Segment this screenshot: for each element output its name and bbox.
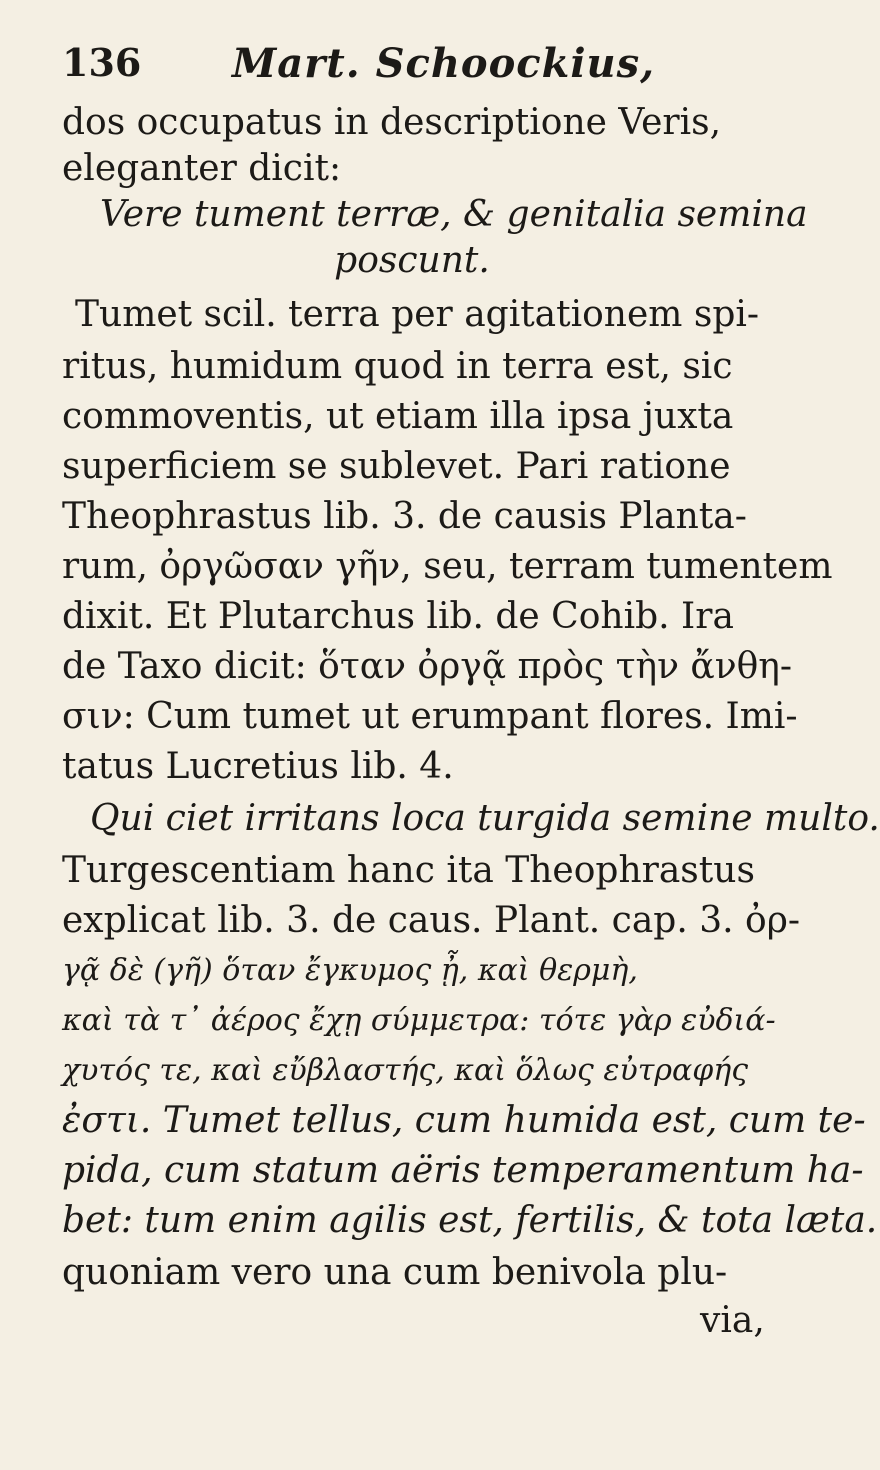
text-line-24: quoniam vero una cum benivola plu-	[62, 1252, 728, 1293]
text-line-16: Turgescentiam hanc ita Theophrastus	[62, 850, 755, 891]
text-line-11: dixit. Et Plutarchus lib. de Cohib. Ira	[62, 596, 734, 637]
page-header	[62, 40, 762, 100]
verse-line-3: Qui ciet irritans loca turgida semine multo.	[90, 798, 880, 839]
text-line-21: ἐστι. Tumet tellus, cum humida est, cum te-	[62, 1100, 866, 1141]
text-line-10: rum, ὀργῶσαν γῆν, seu, terram tumentem	[62, 546, 833, 587]
text-line-23: bet: tum enim agilis est, fertilis, & tota læta.	[62, 1200, 878, 1241]
text-line-22: pida, cum statum aëris temperamentum ha-	[62, 1150, 864, 1191]
text-line-13: σιν: Cum tumet ut erumpant flores. Imi-	[62, 696, 798, 737]
text-line-8: superficiem se sublevet. Pari ratione	[62, 446, 731, 487]
text-line-14: tatus Lucretius lib. 4.	[62, 746, 454, 787]
text-line-1: dos occupatus in descriptione Veris,	[62, 102, 722, 143]
greek-line-3: χυτός τε, καὶ εὔβλαστής, καὶ ὅλως εὐτραφής	[62, 1053, 749, 1088]
verse-line-2: poscunt.	[334, 240, 490, 281]
text-line-12: de Taxo dicit: ὅταν ὀργᾷ πρὸς τὴν ἄνθη-	[62, 646, 793, 687]
text-line-5: Tumet scil. terra per agitationem spi-	[75, 294, 760, 335]
text-line-6: ritus, humidum quod in terra est, sic	[62, 346, 733, 387]
greek-line-1: γᾷ δὲ (γῆ) ὅταν ἔγκυμος ᾖ, καὶ θερμὴ,	[62, 953, 638, 988]
running-head: Mart. Schoockius,	[232, 40, 656, 87]
text-line-9: Theophrastus lib. 3. de causis Planta-	[62, 496, 747, 537]
catchword: via,	[700, 1300, 765, 1341]
text-line-2: eleganter dicit:	[62, 148, 342, 189]
text-line-7: commoventis, ut etiam illa ipsa juxta	[62, 396, 734, 437]
greek-line-2: καὶ τὰ τ᾽ ἀέρος ἔχῃ σύμμετρα: τότε γὰρ εὐδιά-	[62, 1003, 776, 1038]
verse-line-1: Vere tument terræ, & genitalia semina	[100, 194, 808, 235]
text-line-17: explicat lib. 3. de caus. Plant. cap. 3. ὀρ-	[62, 900, 801, 941]
page-number: 136	[62, 40, 142, 85]
